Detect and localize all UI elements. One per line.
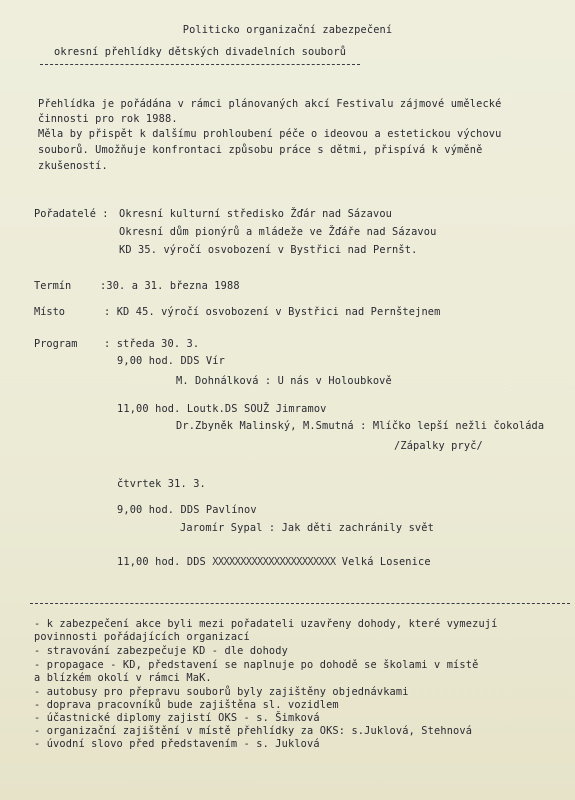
- note-6: - účastnické diplomy zajistí OKS - s. Šimková: [34, 712, 320, 724]
- program-day2-item-2: Jaromír Sypal : Jak děti zachránily svět: [180, 522, 434, 534]
- note-2: - stravování zabezpečuje KD - dle dohody: [34, 645, 288, 657]
- note-7: - organizační zajištění v místě přehlídky za OKS: s.Juklová, Stehnová: [34, 725, 473, 737]
- note-1: - k zabezpečení akce byli mezi pořadateli uzavřeny dohody, které vymezují: [34, 618, 498, 630]
- program-struck-text: XXXXXXXXXXXXXXXXXXXXXX: [212, 556, 336, 568]
- place-value: : KD 45. výročí osvobození v Bystřici nad Pernštejnem: [104, 306, 441, 318]
- program-day1-item-3: 11,00 hod. Loutk.DS SOUŽ Jimramov: [117, 403, 327, 415]
- program-day2-item-1: 9,00 hod. DDS Pavlínov: [117, 504, 257, 516]
- program-day2: čtvrtek 31. 3.: [117, 478, 206, 490]
- intro-line-2: činnosti pro rok 1988.: [38, 113, 178, 125]
- place-label: Místo: [34, 306, 65, 318]
- organizer-1: Okresní kulturní středisko Žďár nad Sázavou: [119, 208, 393, 220]
- program-label: Program: [34, 338, 78, 350]
- program-day1-item-1: 9,00 hod. DDS Vír: [117, 355, 225, 367]
- note-8: - úvodní slovo před představením - s. Juklová: [34, 738, 320, 750]
- organizer-3: KD 35. výročí osvobození v Bystřici nad Pernšt.: [119, 244, 418, 256]
- note-4: - autobusy pro přepravu souborů byly zajištěny objednávkami: [34, 686, 409, 698]
- note-3: - propagace - KD, představení se naplnuje po dohodě se školami v místě: [34, 659, 479, 671]
- term-value: :30. a 31. března 1988: [100, 280, 240, 292]
- program-last-place: Velká Losenice: [341, 556, 431, 568]
- document-title: Politicko organizační zabezpečení: [182, 24, 393, 36]
- organizers-label: Pořadatelé :: [34, 208, 109, 220]
- intro-line-3: Měla by přispět k dalšímu prohloubení péče o ideovou a estetickou výchovu: [38, 128, 502, 140]
- note-3-cont: a blízkém okolí v rámci MaK.: [34, 672, 212, 684]
- intro-line-5: zkušeností.: [38, 160, 108, 172]
- subtitle-underline: [40, 64, 360, 65]
- program-day1-item-4: Dr.Zbyněk Malinský, M.Smutná : Mlíčko lepší nežli čokoláda: [176, 420, 545, 432]
- program-last-item: [117, 556, 431, 569]
- program-day1: : středa 30. 3.: [104, 338, 200, 350]
- intro-line-4: souborů. Umožňuje konfrontaci způsobu práce s dětmi, přispívá k výměně: [38, 144, 483, 156]
- notes-separator: [30, 603, 570, 604]
- program-day1-item-5: /Zápalky pryč/: [394, 440, 483, 452]
- note-1-cont: povinnosti pořádajících organizací: [34, 631, 250, 643]
- organizer-2: Okresní dům pionýrů a mládeže ve Žďáře nad Sázavou: [119, 226, 437, 238]
- term-label: Termín: [34, 280, 72, 292]
- program-last-time: 11,00 hod. DDS: [117, 556, 206, 568]
- intro-line-1: Přehlídka je pořádána v rámci plánovaných akcí Festivalu zájmové umělecké: [38, 98, 502, 110]
- note-5: - doprava pracovníků bude zajištěna sl. vozidlem: [34, 699, 339, 711]
- document-subtitle: okresní přehlídky dětských divadelních souborů: [54, 46, 347, 58]
- program-day1-item-2: M. Dohnálková : U nás v Holoubkově: [176, 375, 392, 387]
